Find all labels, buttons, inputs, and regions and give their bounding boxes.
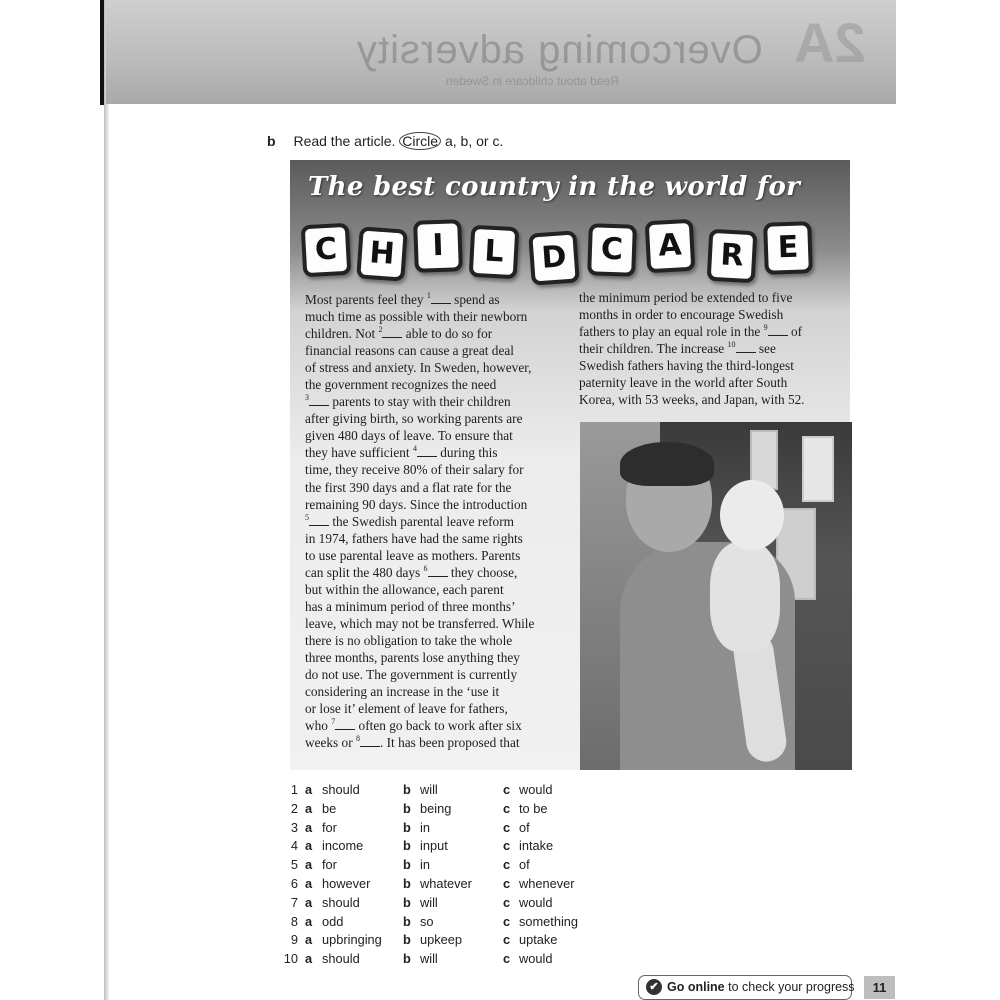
article-text: Most parents feel they (305, 292, 427, 307)
article-text: much time as possible with their newborn (305, 309, 528, 325)
letter-tile: C (301, 223, 352, 277)
option-letter-b: b (403, 838, 411, 854)
article-line (579, 306, 841, 323)
option-a[interactable]: should (322, 894, 360, 910)
answer-gap[interactable] (768, 325, 788, 336)
option-c[interactable]: uptake (519, 932, 558, 948)
article-text: able to do so for (402, 326, 493, 342)
option-letter-b: b (403, 875, 411, 891)
question-number: 7 (290, 894, 298, 910)
gap-number: 2 (378, 325, 383, 335)
option-letter-c: c (503, 932, 511, 948)
article-text: leave, which may not be transferred. While (305, 615, 535, 631)
option-letter-b: b (403, 800, 411, 816)
article-line (305, 581, 563, 598)
gap-number: 4 (412, 444, 417, 454)
article-line (305, 308, 563, 325)
article-line (579, 289, 841, 306)
instruction-text-end: a, b, or c. (444, 133, 504, 149)
article-line (305, 393, 563, 410)
option-letter-c: c (503, 894, 511, 910)
article-text: given 480 days of leave. To ensure that (305, 428, 513, 444)
article-line (305, 444, 563, 461)
go-online-link[interactable] (638, 975, 855, 1000)
answer-gap[interactable] (417, 446, 437, 457)
option-letter-c: c (503, 819, 511, 835)
go-online-label: Go online (667, 980, 725, 994)
article-text: . It has been proposed that (379, 735, 520, 751)
gap-number: 7 (331, 717, 336, 727)
article-line (305, 649, 563, 666)
article-text: to use parental leave as mothers. Parents (305, 547, 521, 563)
checkmark-icon: ✔ (646, 979, 662, 995)
article-line (579, 391, 841, 408)
option-c[interactable]: intake (519, 838, 554, 854)
question-number: 2 (290, 800, 298, 816)
answer-gap[interactable] (360, 736, 380, 747)
article-text: who (305, 718, 332, 734)
option-letter-a: a (305, 857, 313, 873)
article-text: the government recognizes the need (305, 377, 497, 393)
circle-word: Circle (399, 132, 441, 150)
letter-tile: C (587, 223, 637, 277)
article-line (305, 547, 563, 564)
gap-number: 10 (727, 340, 736, 350)
header-band (106, 0, 896, 104)
article-text: parents to stay with their children (329, 394, 511, 410)
article-text: or lose it’ element of leave for fathers, (305, 701, 508, 717)
article-line (579, 323, 841, 340)
article-text: fathers to play an equal role in the (579, 324, 764, 340)
letter-tile: H (356, 226, 408, 281)
option-a[interactable]: should (322, 782, 360, 797)
article-text: there is no obligation to take the whole (305, 632, 513, 648)
gap-number: 8 (355, 734, 360, 744)
article-text: spend as (450, 292, 500, 307)
header-unit-showthrough: 2A (794, 11, 866, 74)
article-right-column (579, 289, 841, 408)
page-shadow (104, 0, 110, 1000)
option-letter-c: c (503, 838, 511, 854)
option-letter-c: c (503, 875, 511, 891)
article-line (579, 340, 841, 357)
option-letter-a: a (305, 913, 313, 929)
answer-gap[interactable] (428, 566, 448, 577)
option-b[interactable]: will (420, 951, 438, 967)
article-line (305, 666, 563, 683)
article-line (305, 513, 563, 530)
option-letter-a: a (305, 894, 313, 910)
letter-tile: R (707, 229, 758, 283)
article-text: children. Not (305, 326, 379, 342)
article-line (305, 496, 563, 513)
article-panel (290, 160, 850, 770)
question-number: 10 (283, 951, 298, 967)
option-letter-a: a (305, 951, 313, 967)
option-a[interactable]: for (322, 819, 337, 835)
article-title: The best country in the world for (308, 172, 801, 202)
article-text: the minimum period be extended to five (579, 290, 793, 305)
answer-gap[interactable] (431, 293, 451, 304)
option-b[interactable]: input (420, 838, 448, 854)
option-letter-b: b (403, 913, 411, 929)
exercise-letter: b (267, 133, 276, 149)
letter-tile: L (469, 225, 520, 279)
option-letter-b: b (403, 894, 411, 910)
question-number: 4 (290, 838, 298, 854)
option-a[interactable]: should (322, 951, 360, 967)
article-text: financial reasons can cause a great deal (305, 343, 514, 359)
question-number: 6 (290, 875, 298, 891)
option-a[interactable]: odd (322, 913, 344, 929)
option-letter-b: b (403, 857, 411, 873)
header-title-showthrough: Overcoming adversity (356, 28, 763, 72)
book-binding (0, 0, 104, 1000)
option-letter-b: b (403, 782, 411, 797)
option-c[interactable]: something (519, 913, 579, 929)
option-b[interactable]: being (420, 800, 452, 816)
article-line (305, 291, 563, 308)
question-number: 5 (290, 857, 298, 873)
article-line (305, 598, 563, 615)
option-c[interactable]: to be (519, 800, 548, 816)
article-line (305, 734, 563, 751)
gap-number: 9 (763, 323, 768, 333)
answer-gap[interactable] (736, 342, 756, 353)
article-text: in 1974, fathers have had the same rights (305, 530, 523, 546)
article-text: do not use. The government is currently (305, 667, 518, 683)
letter-tile: I (413, 219, 463, 273)
letter-tile: E (763, 221, 813, 275)
option-letter-b: b (403, 819, 411, 835)
article-text: they have sufficient (305, 445, 413, 461)
answer-gap[interactable] (309, 515, 329, 526)
option-c[interactable]: of (519, 857, 530, 873)
option-a[interactable]: income (322, 838, 364, 854)
article-line (579, 374, 841, 391)
option-b[interactable]: in (420, 819, 430, 835)
article-text: considering an increase in the ‘use it (305, 684, 500, 700)
article-text: of (787, 324, 803, 340)
option-a[interactable]: upbringing (322, 932, 382, 948)
article-text: can split the 480 days (305, 564, 424, 580)
option-letter-c: c (503, 800, 511, 816)
article-text: after giving birth, so working parents are (305, 411, 523, 427)
option-letter-a: a (305, 819, 313, 835)
article-text: see (755, 341, 776, 357)
letter-tile: D (528, 230, 580, 285)
option-c[interactable]: would (519, 894, 553, 910)
option-letter-a: a (305, 932, 313, 948)
option-letter-c: c (503, 857, 511, 873)
option-a[interactable]: be (322, 800, 337, 816)
option-b[interactable]: will (420, 894, 438, 910)
article-text: often go back to work after six (355, 718, 522, 734)
option-letter-c: c (503, 951, 511, 967)
article-text: paternity leave in the world after South (579, 375, 788, 391)
childcare-letter-tiles (302, 210, 842, 280)
article-line (305, 530, 563, 547)
option-letter-c: c (503, 913, 511, 929)
option-letter-a: a (305, 875, 313, 891)
article-text: remaining 90 days. Since the introduction (305, 496, 528, 512)
question-number: 9 (290, 932, 298, 948)
option-b[interactable]: in (420, 857, 430, 873)
answer-gap[interactable] (335, 719, 355, 730)
option-letter-c: c (503, 782, 511, 797)
article-text: Swedish fathers having the third-longest (579, 358, 794, 374)
article-text: time, they receive 80% of their salary for (305, 462, 524, 478)
article-text: their children. The increase (579, 341, 728, 357)
question-number: 8 (290, 913, 298, 929)
answer-gap[interactable] (382, 327, 402, 338)
option-a[interactable]: for (322, 857, 337, 873)
article-line (305, 359, 563, 376)
option-b[interactable]: upkeep (420, 932, 462, 948)
option-b[interactable]: whatever (420, 875, 472, 891)
article-line (305, 410, 563, 427)
article-line (305, 564, 563, 581)
article-line (305, 479, 563, 496)
article-line (305, 325, 563, 342)
option-b[interactable]: so (420, 913, 434, 929)
article-line (305, 461, 563, 478)
article-text: months in order to encourage Swedish (579, 307, 784, 323)
option-letter-a: a (305, 782, 313, 797)
article-text: during this (436, 445, 498, 461)
article-line (305, 615, 563, 632)
gap-number: 5 (305, 512, 309, 522)
option-letter-b: b (403, 932, 411, 948)
letter-tile: A (645, 219, 696, 273)
question-number: 1 (290, 782, 298, 797)
header-subtitle-showthrough: Read about childcare in Sweden (446, 74, 619, 88)
option-letter-a: a (305, 800, 313, 816)
article-line (305, 700, 563, 717)
option-c[interactable]: of (519, 819, 530, 835)
article-text: but within the allowance, each parent (305, 581, 504, 597)
article-left-column (305, 291, 563, 751)
gap-number: 3 (305, 393, 309, 403)
exercise-instruction (267, 133, 503, 149)
article-text: has a minimum period of three months’ (305, 598, 516, 614)
gap-number: 1 (426, 291, 431, 300)
go-online-rest: to check your progress (724, 980, 855, 994)
father-and-baby-photo (580, 422, 852, 770)
article-line (305, 376, 563, 393)
article-text: they choose, (447, 564, 518, 580)
answer-gap[interactable] (309, 395, 329, 406)
article-line (305, 427, 563, 444)
page-number: 11 (864, 976, 895, 999)
article-line (305, 632, 563, 649)
option-c[interactable]: whenever (519, 875, 575, 891)
article-line (305, 717, 563, 734)
option-a[interactable]: however (322, 875, 371, 891)
article-line (579, 357, 841, 374)
option-letter-b: b (403, 951, 411, 967)
article-line (305, 683, 563, 700)
option-b[interactable]: will (420, 782, 438, 797)
option-c[interactable]: would (519, 951, 553, 967)
article-line (305, 342, 563, 359)
instruction-text: Read the article. (293, 133, 396, 149)
article-text: weeks or (305, 735, 356, 751)
article-text: the Swedish parental leave reform (329, 513, 514, 529)
question-number: 3 (290, 819, 298, 835)
option-letter-a: a (305, 838, 313, 854)
article-text: three months, parents lose anything they (305, 649, 520, 665)
article-text: Korea, with 53 weeks, and Japan, with 52. (579, 392, 805, 408)
gap-number: 6 (423, 563, 428, 573)
option-c[interactable]: would (519, 782, 553, 797)
article-text: of stress and anxiety. In Sweden, however, (305, 360, 532, 376)
article-text: the first 390 days and a flat rate for the (305, 479, 512, 495)
